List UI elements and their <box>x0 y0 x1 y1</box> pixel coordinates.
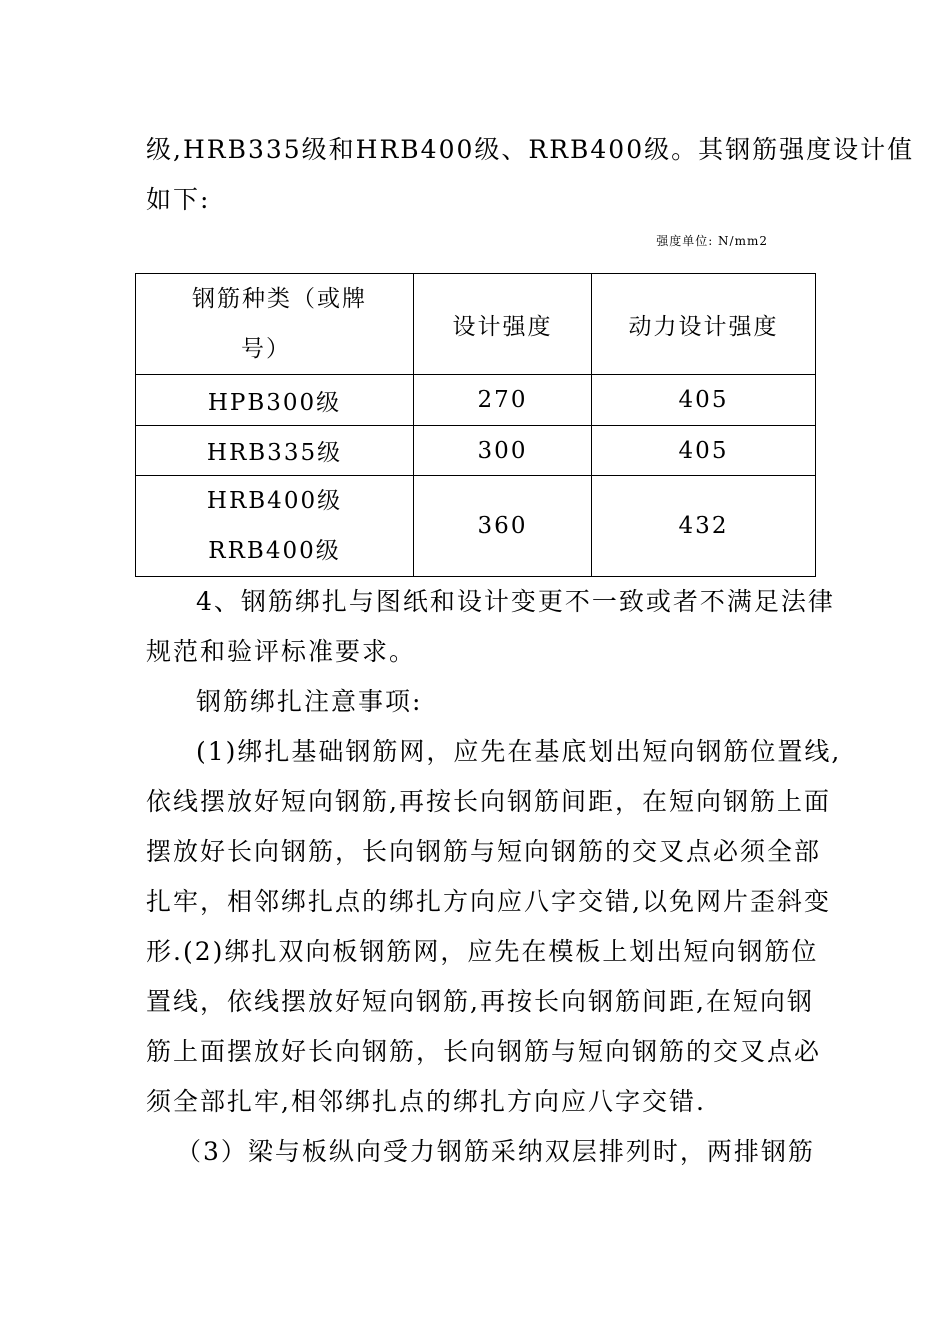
note-1-line-8: 须全部扎牢,相邻绑扎点的绑扎方向应八字交错. <box>146 1087 706 1116</box>
cell-steel-type-a: HRB400级 <box>206 488 343 514</box>
cell-design-strength: 300 <box>414 426 592 476</box>
cell-design-strength: 270 <box>414 375 592 426</box>
intro-line-2: 如下: <box>146 185 211 214</box>
header-steel-type <box>136 274 414 375</box>
note-1-line-1: (1)绑扎基础钢筋网，应先在基底划出短向钢筋位置线, <box>196 737 842 766</box>
cell-dynamic-strength: 432 <box>592 476 816 577</box>
table-row <box>136 476 816 577</box>
note-1-line-2: 依线摆放好短向钢筋,再按长向钢筋间距，在短向钢筋上面 <box>146 787 831 816</box>
header-steel-type-line1: 钢筋种类（或牌 <box>192 286 367 312</box>
note-1-line-6: 置线，依线摆放好短向钢筋,再按长向钢筋间距,在短向钢 <box>146 987 814 1016</box>
table-row <box>136 375 816 426</box>
paragraph-4-line-1: 4、钢筋绑扎与图纸和设计变更不一致或者不满足法律 <box>196 587 835 616</box>
cell-steel-type <box>136 476 414 577</box>
paragraph-4-line-2: 规范和验评标准要求。 <box>146 637 417 666</box>
unit-note: 强度单位: N/mm2 <box>656 234 768 248</box>
cell-steel-type: HPB300级 <box>136 375 414 426</box>
note-3-line-1: （3）梁与板纵向受力钢筋采纳双层排列时，两排钢筋 <box>176 1137 815 1166</box>
cell-design-strength: 360 <box>414 476 592 577</box>
intro-line-1: 级,HRB335级和HRB400级、RRB400级。其钢筋强度设计值 <box>146 135 915 164</box>
note-1-line-7: 筋上面摆放好长向钢筋，长向钢筋与短向钢筋的交叉点必 <box>146 1037 822 1066</box>
steel-strength-table <box>135 273 816 577</box>
note-1-line-3: 摆放好长向钢筋，长向钢筋与短向钢筋的交叉点必须全部 <box>146 837 822 866</box>
cell-dynamic-strength: 405 <box>592 426 816 476</box>
note-1-line-4: 扎牢，相邻绑扎点的绑扎方向应八字交错,以免网片歪斜变 <box>146 887 831 916</box>
header-dynamic-strength: 动力设计强度 <box>592 274 816 375</box>
table-row <box>136 426 816 476</box>
header-steel-type-line2: 号） <box>241 336 291 362</box>
cell-steel-type: HRB335级 <box>136 426 414 476</box>
header-design-strength: 设计强度 <box>414 274 592 375</box>
cell-steel-type-b: RRB400级 <box>208 538 341 564</box>
note-1-line-5: 形.(2)绑扎双向板钢筋网，应先在模板上划出短向钢筋位 <box>146 937 819 966</box>
table-header-row <box>136 274 816 375</box>
cell-dynamic-strength: 405 <box>592 375 816 426</box>
notes-title: 钢筋绑扎注意事项: <box>196 687 423 716</box>
